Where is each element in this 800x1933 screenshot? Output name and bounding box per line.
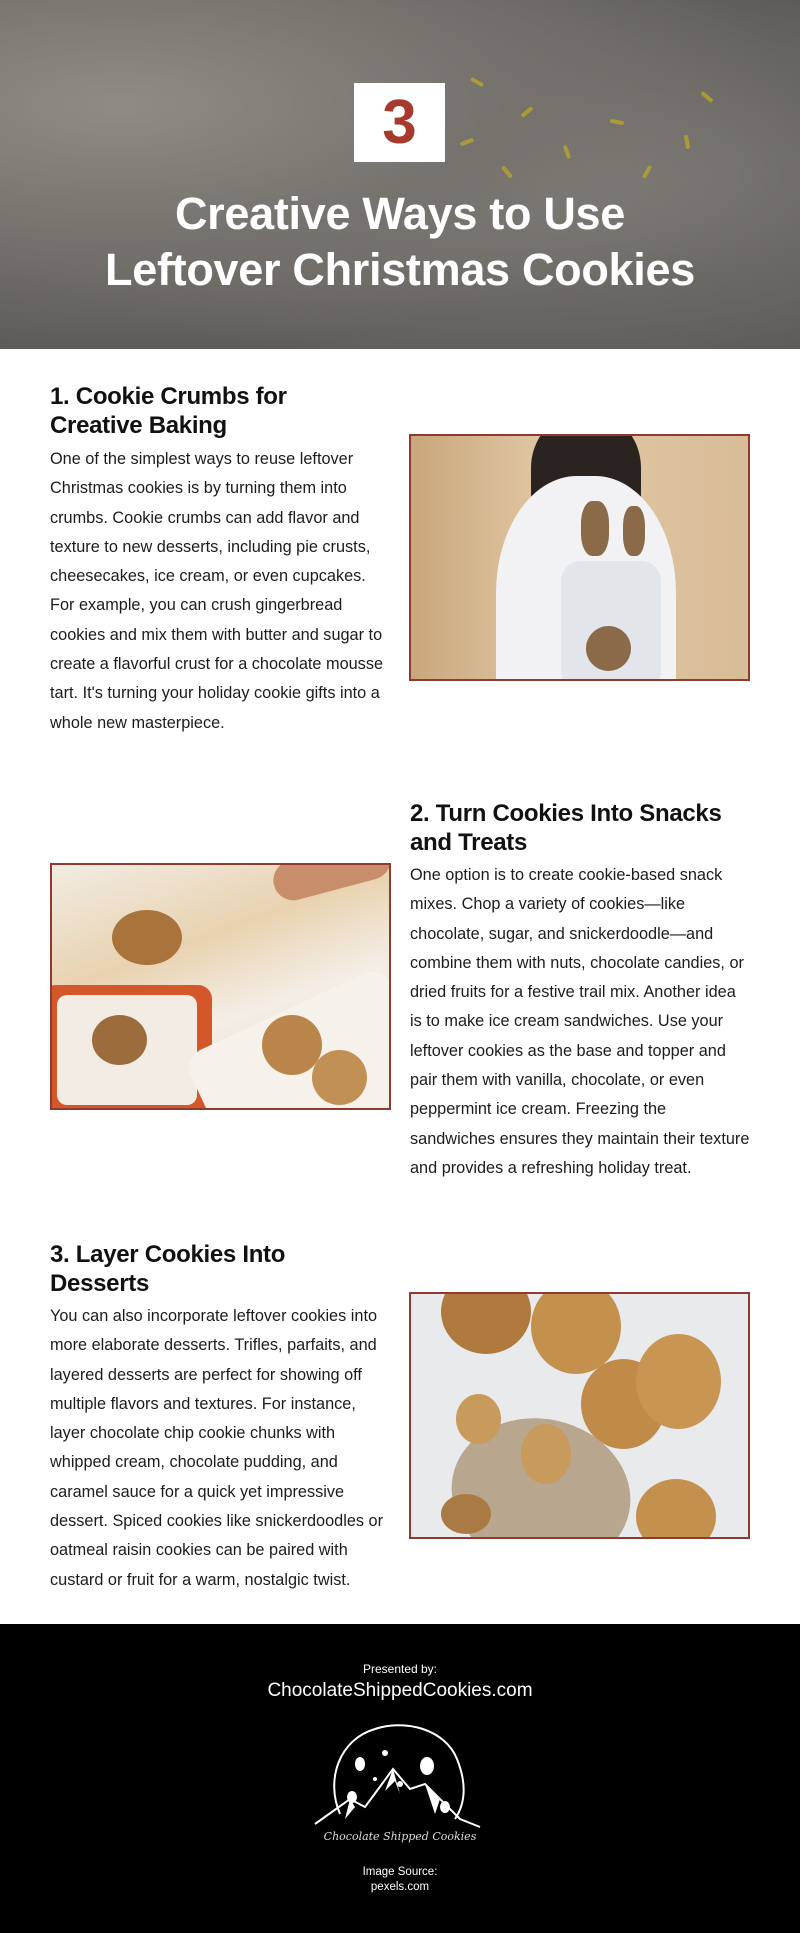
logo-text: Chocolate Shipped Cookies	[323, 1830, 477, 1843]
chocolate-chip-cookies-photo	[409, 1292, 750, 1539]
section-1-body: One of the simplest ways to reuse leftover Christmas cookies is by turning them into crumbs. Cookie crumbs can add flavor and texture to new desserts, including pie crusts, cheesecakes, ice cream, or even cupcakes. For example, you can crush gingerbread cookies and mix them with butter and sugar to create a flavorful crust for a chocolate mousse tart. It's turning your holiday cookie gifts into a whole new masterpiece.	[50, 450, 384, 732]
heading-line: and Treats	[410, 829, 528, 856]
number-badge	[354, 83, 445, 162]
page-title	[0, 186, 800, 298]
section-2-body: One option is to create cookie-based snack mixes. Chop a variety of cookies—like chocolate, sugar, and snickerdoodle—and combine them with nuts, chocolate candies, or dried fruits for a festive trail mix. Another idea is to make ice cream sandwiches. Use your leftover cookies as the base and topper and pair them with vanilla, chocolate, or even peppermint ice cream. Freezing the sandwiches ensures they maintain their texture and provides a refreshing holiday treat.	[410, 866, 750, 1177]
section-3-body: You can also incorporate leftover cookies into more elaborate desserts. Trifles, parfaits, and layered desserts are perfect for showing off multiple flavors and textures. For instance, layer chocolate chip cookie chunks with whipped cream, chocolate pudding, and caramel sauce for a quick yet impressive dessert. Spiced cookies like snickerdoodles or oatmeal raisin cookies can be paired with custard or fruit for a warm, nostalgic twist.	[50, 1307, 384, 1589]
footer	[0, 1624, 800, 1933]
hero-banner	[0, 0, 800, 349]
cookie-jar-photo	[409, 434, 750, 681]
number: 3	[382, 88, 417, 157]
site-link[interactable]: ChocolateShippedCookies.com	[267, 1680, 533, 1701]
image-source-link[interactable]: pexels.com	[370, 1881, 430, 1893]
cookies-with-tongs-photo	[50, 863, 391, 1110]
title-line-1: Creative Ways to Use	[174, 188, 626, 239]
heading-line: Desserts	[50, 1270, 150, 1297]
heading-line: Creative Baking	[50, 412, 227, 439]
heading-line: 1. Cookie Crumbs for	[50, 383, 287, 410]
image-source-label: Image Source:	[362, 1866, 438, 1878]
heading-line: 3. Layer Cookies Into	[50, 1241, 286, 1268]
section-3-heading	[50, 1240, 285, 1298]
presented-by-label: Presented by:	[362, 1662, 438, 1676]
heading-line: 2. Turn Cookies Into Snacks	[410, 800, 722, 827]
section-1-heading	[50, 382, 287, 440]
section-2-heading	[410, 799, 722, 857]
title-line-2: Leftover Christmas Cookies	[105, 244, 695, 295]
